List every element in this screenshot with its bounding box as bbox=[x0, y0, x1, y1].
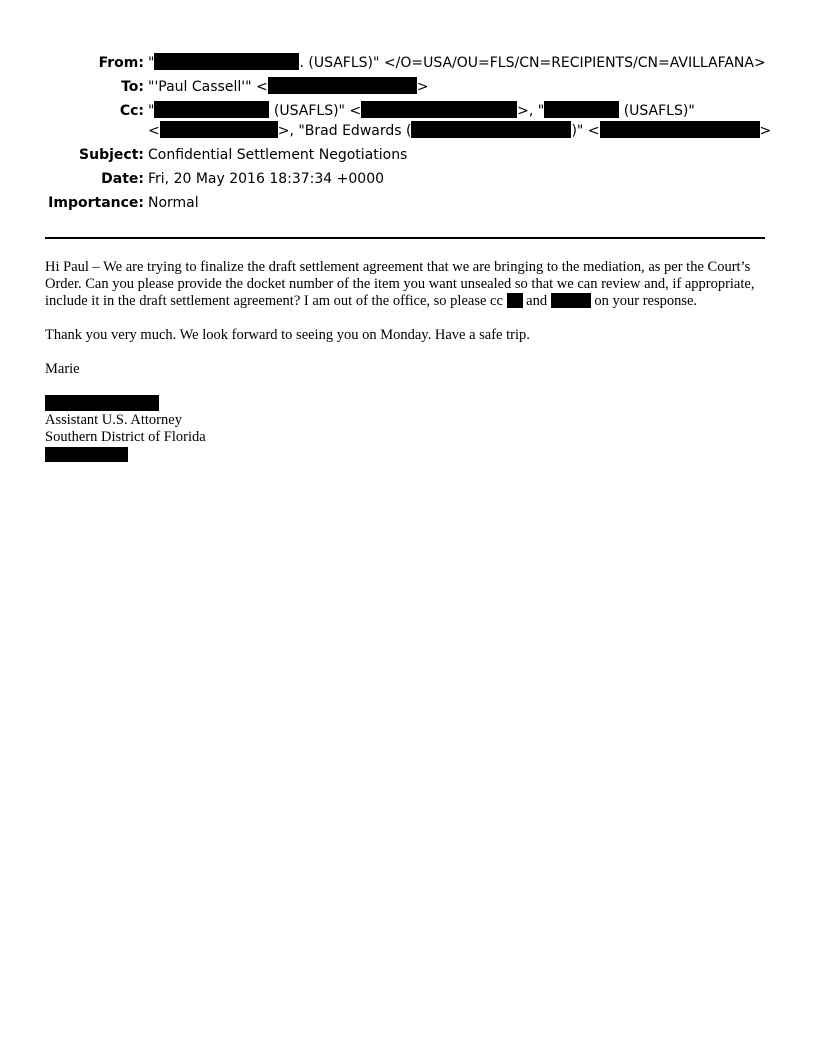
redaction-block bbox=[160, 121, 278, 138]
redaction-block bbox=[411, 121, 571, 138]
to-label: To: bbox=[121, 79, 144, 95]
from-value bbox=[148, 53, 766, 73]
importance-row bbox=[0, 193, 816, 213]
from-text-open: " bbox=[148, 55, 155, 71]
from-label: From: bbox=[98, 55, 144, 71]
redaction-block bbox=[551, 293, 591, 308]
cc-text-b: (USAFLS)" < bbox=[269, 103, 362, 119]
paragraph-line: Order. Can you please provide the docket number of the item you want unsealed so that we can review and, if appropriate, bbox=[45, 276, 755, 292]
redaction-block bbox=[154, 53, 299, 70]
message-paragraph-2: Thank you very much. We look forward to seeing you on Monday. Have a safe trip. bbox=[45, 327, 530, 343]
signature-office: Southern District of Florida bbox=[45, 429, 206, 445]
cc-value-line-1 bbox=[148, 101, 695, 121]
to-text-close: > bbox=[416, 79, 429, 95]
signature-contact-redaction bbox=[45, 447, 128, 462]
date-value: Fri, 20 May 2016 18:37:34 +0000 bbox=[148, 171, 385, 187]
from-row bbox=[0, 53, 816, 73]
paragraph-line: Hi Paul – We are trying to finalize the draft settlement agreement that we are bringing to the mediation, as per the Court’s bbox=[45, 259, 751, 275]
redaction-block bbox=[600, 121, 760, 138]
line-text: on your response. bbox=[590, 293, 698, 309]
redaction-block bbox=[361, 101, 517, 118]
subject-value: Confidential Settlement Negotiations bbox=[148, 147, 408, 163]
cc-text-d: (USAFLS)" bbox=[619, 103, 695, 119]
to-row bbox=[0, 77, 816, 97]
subject-row bbox=[0, 145, 816, 165]
line-text: include it in the draft settlement agreement? I am out of the office, so please cc bbox=[45, 293, 507, 309]
cc-text-h: > bbox=[759, 123, 772, 139]
cc-row-continued bbox=[0, 121, 816, 141]
paragraph-line bbox=[45, 293, 770, 310]
importance-value: Normal bbox=[148, 195, 199, 211]
redaction-block bbox=[268, 77, 417, 94]
cc-text-c: >, " bbox=[517, 103, 545, 119]
line-text: and bbox=[522, 293, 551, 309]
subject-label: Subject: bbox=[79, 147, 144, 163]
to-value bbox=[148, 77, 428, 97]
cc-row bbox=[0, 101, 816, 121]
message-paragraph-1 bbox=[45, 259, 770, 310]
cc-text-a: " bbox=[148, 103, 155, 119]
redaction-block bbox=[507, 293, 523, 308]
cc-text-g: )" < bbox=[571, 123, 600, 139]
header-divider bbox=[45, 237, 765, 239]
cc-label: Cc: bbox=[119, 103, 144, 119]
signature-title: Assistant U.S. Attorney bbox=[45, 412, 182, 428]
cc-value-line-2 bbox=[148, 121, 771, 141]
redaction-block bbox=[544, 101, 619, 118]
date-label: Date: bbox=[101, 171, 144, 187]
message-signoff: Marie bbox=[45, 361, 80, 377]
importance-label: Importance: bbox=[48, 195, 144, 211]
signature-name-redaction bbox=[45, 395, 159, 411]
redaction-block bbox=[154, 101, 269, 118]
to-text-open: "'Paul Cassell'" < bbox=[148, 79, 268, 95]
date-row bbox=[0, 169, 816, 189]
from-text-rest: . (USAFLS)" </O=USA/OU=FLS/CN=RECIPIENTS/CN=AVILLAFANA> bbox=[299, 55, 766, 71]
cc-text-e: < bbox=[148, 123, 160, 139]
cc-text-f: >, "Brad Edwards ( bbox=[277, 123, 412, 139]
